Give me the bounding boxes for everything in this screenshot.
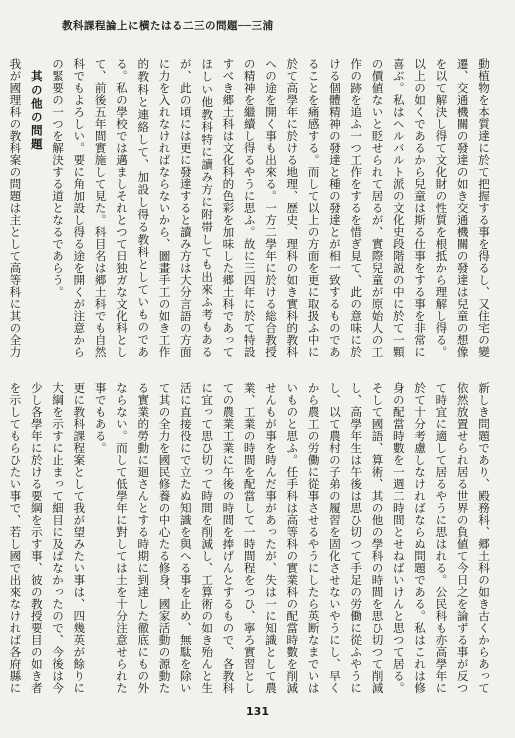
running-header: 教科課程論上に横たはる二三の問題──三浦 [62,20,274,32]
body-paragraph: 更に教科課程案として我が望みたい事は、四幾英が餘りに大綱を示すに止まって細目に及ばなかったので、今後は今少し各學年に於ける要綱を示す事、彼の教授要目の如き者を示してもらひたい事で、若し國で出來なければ各府縣に [8,382,87,694]
lower-text-block [8,382,494,694]
upper-text-block [8,58,494,358]
body-paragraph: 動植物を本質達に於て把握する事を得るし、又住宅の變遷、交通機關の發達の如き交通機關の發達は兒童の想像を以て解決し得て文化財の性質を根抵から理解し得る。以上の如くであるから兒童は斯る仕事をする事を非常に喜ぶ。私はヘルバルト派の文化史段階説の中に於て一顆の價値ないと貶せられて居るが、實際兒童が原始人の工作の跡を追ふ一つ工作をするを惜ぎ見て、此の意味に於ける個體精神の發達と種の發達とが相一致するものであることを痛感する。而して以上の方面を更に取扱ふ中に於て高學年に於ける地理、歴史、理科の如き實科的教科への途を開く事も出來る。一方二學年に於ける総合教授の精神を繼續し得るやうに思ふ。故に三四年に於て特設すべき郷土科は文化科的色彩を加味した郷土科であってほしい他教科特に讀み方に附帯しても出來ふ考もあるが、此の頃には更に發達すると讀み方は大分言語の方面に力を入れなければならないから、圖畫手工の如き工作的教科と連絡して、加設し得る教科としていものである。私の學校では邁ましそれとつて日独ガな文化科として、前後五年間實施して見た。科目名は郷土科でも自然科でもよろしい。要に角加設し得る途を開くが注意からの緊要の一つを解決する道となるであらう。 [51,58,491,358]
section-heading: 其の他の問題 [29,70,44,152]
page-number: 131 [246,705,269,718]
body-paragraph: 新しき問題であり、殿務科、郷土科の如き古くからあって依然放置せられ居る世界の負値て今日之を論ずる事が反つて時宜に適して居るやうに思はれる。公民科も亦高學年に於て十分考慮しなければならぬ問題である。私はこれは修身の配當時數を一週二時間とせねばいけんと思つて居る。そして國語、算術、其の他の學科の時間を思ひ切つて削減し、高學年生は午後は思ひ切つて手足の労働に從ふやうにし、以て農村の子弟の履習を固化させないやうにし、早くから農工の労働に從事させるやうにしたら英断なまでいはいものと思ふ。任手科は高等科の實業科の配當時數を削減せんもが事を時んだ事があったが、失は一に知識として農業、工業の時間を配當して一時間程をつひ、寧ろ實習としての農業工業に午後の時間を捧げんとするもので、各教科に宜って思ひ切って時間を削減し、工算術の如き殆んと生活に直接役にで立たぬ知識を與へる事を止め、無駄を除いて其の全力を國民修養の中心たる修身、國家活動の源動たる實業的勞動に廻さんとする時期に到達した徹底にもの外ならない。而して低學年に對しては土を十分注意せられた事でもある。 [93,382,491,694]
body-paragraph: 我が國理科の教科案の問題は主として高等科に其の全力 [8,58,23,358]
